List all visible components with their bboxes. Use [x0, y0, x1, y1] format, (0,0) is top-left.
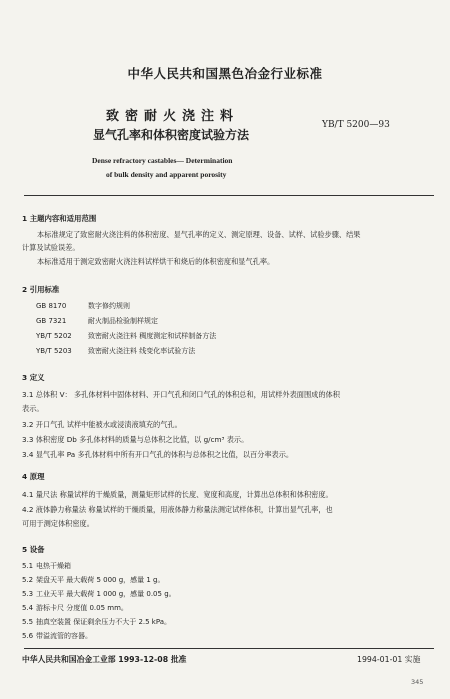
- reference-item: [36, 316, 158, 326]
- equipment-item: [22, 631, 92, 641]
- equipment-number: 5.1: [22, 562, 34, 570]
- definition-3-2: 3.2 开口气孔 试样中能被水或浸渍液填充的气孔。: [22, 420, 182, 429]
- english-title-line-1: Dense refractory castables— Determination: [92, 156, 233, 165]
- equipment-number: 5.6: [22, 632, 34, 640]
- reference-code: YB/T 5203: [36, 347, 72, 355]
- definition-3-3: 3.3 体积密度 Db 多孔体材料的质量与总体积之比值，以 g/cm³ 表示。: [22, 435, 249, 444]
- equipment-item: [22, 617, 171, 627]
- equipment-text: 架盘天平 最大载荷 5 000 g，感量 1 g。: [36, 576, 165, 584]
- equipment-item: [22, 575, 165, 585]
- reference-code: GB 7321: [36, 317, 67, 325]
- equipment-number: 5.3: [22, 590, 34, 598]
- reference-item: [36, 346, 195, 356]
- reference-name: 致密耐火浇注料 稠度测定和试样制备方法: [88, 332, 217, 340]
- section-1-para-1-line-2: 计算及试验误差。: [22, 243, 80, 252]
- definition-3-1-line-2: 表示。: [22, 404, 44, 413]
- definition-3-1-line-1: 3.1 总体积 V： 多孔体材料中固体材料、开口气孔和闭口气孔的体积总和，用试样外表面围成的体积: [22, 390, 340, 399]
- section-3-title: 3 定义: [22, 373, 45, 382]
- page-number: 345: [411, 678, 424, 686]
- reference-name: 耐火制品检验制样规定: [88, 317, 158, 325]
- section-5-title: 5 设备: [22, 545, 45, 554]
- footer-divider: [24, 648, 434, 649]
- equipment-text: 抽真空装置 保证剩余压力不大于 2.5 kPa。: [36, 618, 172, 626]
- equipment-text: 电热干燥箱: [36, 562, 71, 570]
- issuing-organization: 中华人民共和国黑色冶金行业标准: [127, 66, 323, 81]
- header-divider: [24, 195, 434, 196]
- title-line-2: 显气孔率和体积密度试验方法: [93, 128, 250, 142]
- section-1-title: 1 主题内容和适用范围: [22, 214, 97, 223]
- reference-item: [36, 331, 216, 341]
- equipment-text: 带溢流管的容器。: [36, 632, 92, 640]
- section-2-title: 2 引用标准: [22, 285, 60, 294]
- approval-line: 中华人民共和国冶金工业部 1993-12-08 批准: [22, 655, 187, 664]
- reference-name: 致密耐火浇注料 线变化率试验方法: [88, 347, 196, 355]
- reference-code: GB 8170: [36, 302, 67, 310]
- equipment-text: 工业天平 最大载荷 1 000 g，感量 0.05 g。: [36, 590, 176, 598]
- implementation-date: 1994-01-01 实施: [357, 655, 421, 664]
- principle-4-1: 4.1 量尺法 称量试样的干燥质量，测量矩形试样的长度、宽度和高度，计算出总体积和体积密度。: [22, 490, 333, 499]
- section-1-para-2: 本标准适用于测定致密耐火浇注料试样烘干和烧后的体积密度和显气孔率。: [37, 257, 275, 266]
- english-title-line-2: of bulk density and apparent porosity: [106, 170, 227, 179]
- equipment-number: 5.2: [22, 576, 34, 584]
- equipment-text: 游标卡尺 分度值 0.05 mm。: [36, 604, 128, 612]
- equipment-number: 5.4: [22, 604, 34, 612]
- principle-4-2-line-2: 可用于测定体积密度。: [22, 519, 94, 528]
- reference-name: 数字修约规则: [88, 302, 130, 310]
- section-4-title: 4 原理: [22, 472, 45, 481]
- reference-item: [36, 301, 130, 311]
- standard-number: YB/T 5200—93: [322, 120, 390, 130]
- title-line-1: 致密耐火浇注料: [106, 109, 240, 124]
- equipment-item: [22, 603, 128, 613]
- principle-4-2-line-1: 4.2 液体静力称量法 称量试样的干燥质量，用液体静力称量法测定试样体积，计算出显气孔率，也: [22, 505, 333, 514]
- equipment-number: 5.5: [22, 618, 34, 626]
- section-1-para-1-line-1: 本标准规定了致密耐火浇注料的体积密度、显气孔率的定义、测定原理、设备、试样、试验步骤、结果: [37, 230, 361, 239]
- definition-3-4: 3.4 显气孔率 Pa 多孔体材料中所有开口气孔的体积与总体积之比值，以百分率表示。: [22, 450, 294, 459]
- reference-code: YB/T 5202: [36, 332, 72, 340]
- equipment-item: [22, 589, 176, 599]
- equipment-item: [22, 561, 71, 571]
